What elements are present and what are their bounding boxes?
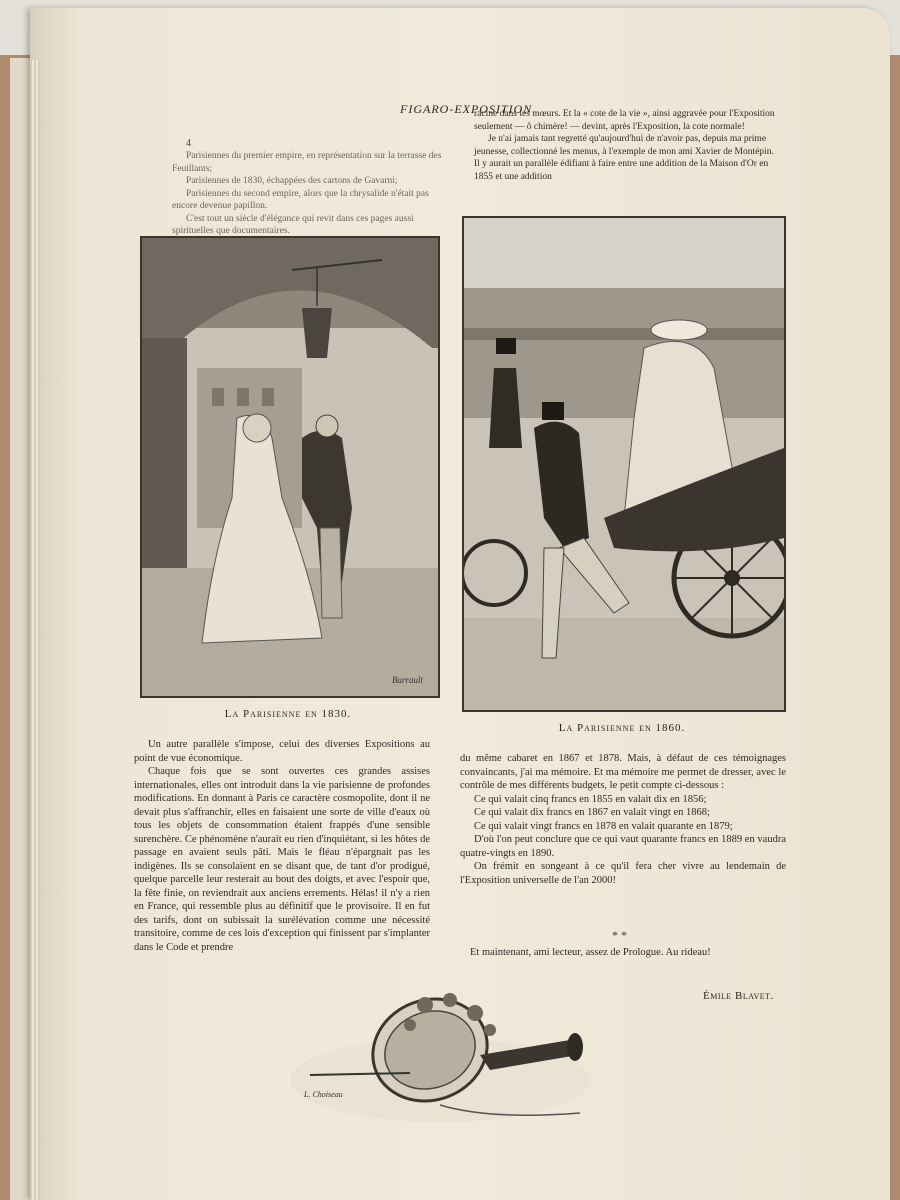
engraving-1830-image [142, 238, 438, 696]
paragraph: Un autre parallèle s'impose, celui des diverses Expositions au point de vue économique. [134, 739, 430, 764]
paragraph: C'est tout un siècle d'élégance qui revit dans ces pages aussi spirituelles que documentaires. [172, 213, 414, 236]
paragraph: On frémit en songeant à ce qu'il fera cher vivre au lendemain de l'Exposition universelle de l'an 2000! [460, 861, 786, 886]
illustration-parisienne-1830 [140, 236, 440, 698]
paragraph: Parisiennes du second empire, alors que la chrysalide n'était pas encore devenue papillon. [172, 188, 429, 211]
illustration-parisienne-1860 [462, 216, 786, 712]
paragraph: Ce qui valait vingt francs en 1878 en valait quarante en 1879; [474, 820, 733, 832]
caption-right: La Parisienne en 1860. [558, 722, 686, 734]
vignette-signature: L. Choiseau [304, 1090, 343, 1099]
paragraph: Ce qui valait dix francs en 1867 en valait vingt en 1868; [474, 807, 710, 818]
right-bottom-column [460, 752, 786, 887]
author-signature: Émile Blavet. [703, 990, 774, 1002]
running-head: FIGARO-EXPOSITION [400, 102, 533, 116]
separator-asterisks: * * [612, 928, 627, 942]
paragraph: Parisiennes du premier empire, en représentation sur la terrasse des Feuillants; [172, 151, 442, 174]
engraving-1860-image [464, 218, 784, 710]
paragraph: Je n'ai jamais tant regretté qu'aujourd'hui de n'avoir pas, depuis ma prime jeunesse, collectionné les menus, à l'exemple de mon ami Xavier de Montépin. Il y aurait un parallèle édifiant à faire entre une addition de la Maison d'Or en 1855 et une addition [474, 134, 774, 182]
right-top-column [474, 108, 776, 183]
paragraph: Chaque fois que se sont ouvertes ces grandes assises internationales, elles ont introduit dans la vie parisienne de profondes modifications. En donnant à Paris ce caractère cosmopolite, dont il ne devait plus s'affranchir, elles en faisaient une sorte de ville d'eaux où tous les objets de consommation étaient frappés d'une sensible surenchère. Ce phénomène n'aurait eu rien d'inquiétant, si les hôtes de passage en avaient seuls pâti. Mais le fléau n'épargnait pas les indigènes. Ils se consolaient en se disant que, de tant d'or prodigué, quelque parcelle leur resterait au bout des doigts, et avec l'espoir que, la fête finie, on reviendrait aux anciens errements. Hélas! il n'y a rien en France, qui ressemble plus au définitif que le provisoire. Il en fut des tarifs, dont on subissait la surélévation comme une nécessité transitoire, comme de ces lois d'exception qui finissent par s'implanter dans le Code et prendre [134, 766, 430, 953]
paragraph: Ce qui valait cinq francs en 1855 en valait dix en 1856; [474, 793, 707, 805]
left-bottom-column [134, 738, 430, 954]
paragraph: D'où l'on peut conclure que ce qui vaut quarante francs en 1889 en vaudra quatre-vingts en 1890. [460, 834, 786, 859]
paragraph: Parisiennes de 1830, échappées des cartons de Gavarni; [186, 176, 398, 186]
tambourine-vignette [290, 985, 600, 1135]
paragraph: du même cabaret en 1867 et 1878. Mais, à défaut de ces témoignages convaincants, j'ai ma mémoire. Et ma mémoire me permet de dresser, avec le contrôle de mes différents budgets, le petit compte ci-dessous : [460, 753, 786, 791]
page-stack-edge [30, 60, 40, 1200]
caption-left: La Parisienne en 1830. [224, 708, 352, 720]
left-top-column [172, 150, 444, 238]
page-number: 4 [186, 138, 191, 149]
closing-line: Et maintenant, ami lecteur, assez de Prologue. Au rideau! [470, 947, 711, 958]
paragraph: racine dans les mœurs. Et la « cote de la vie », ainsi aggravée pour l'Exposition seulement — ô chimère! — devint, après l'Exposition, la cote normale! [474, 109, 775, 132]
tambourine-vignette-image [290, 985, 600, 1135]
artist-signature: Barrault [392, 675, 424, 685]
